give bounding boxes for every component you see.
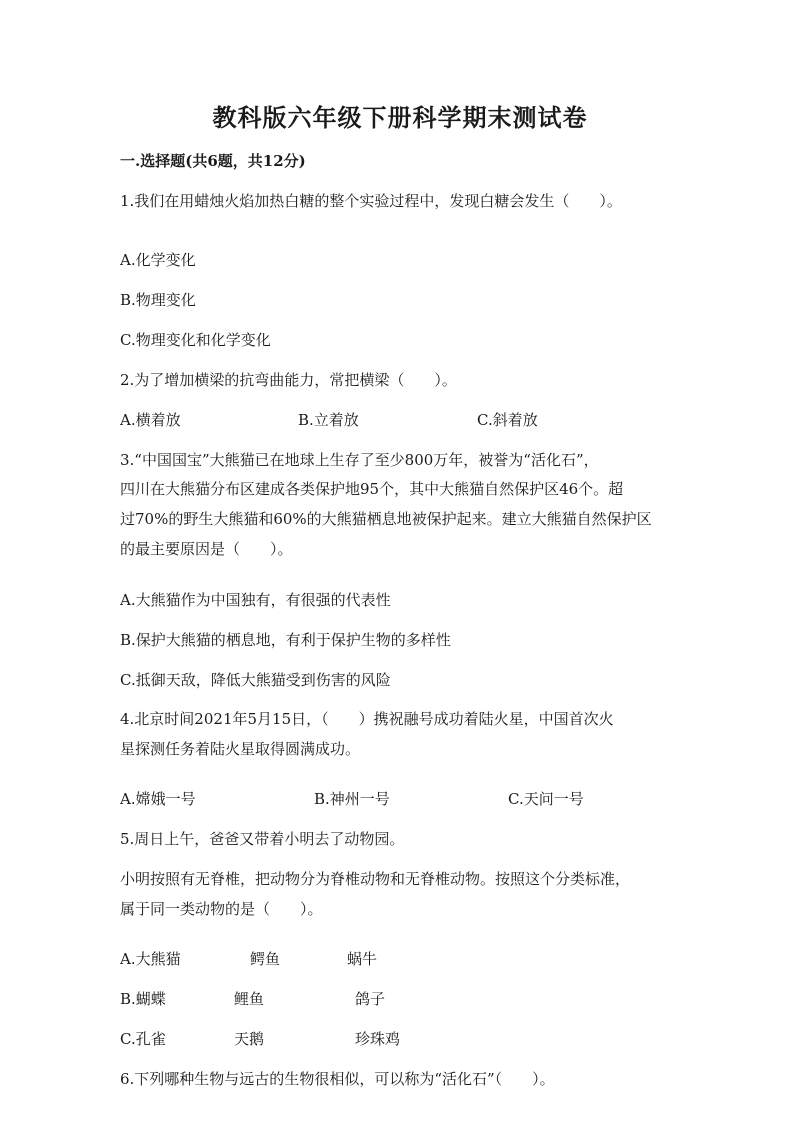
question-4-stem-line-2: 星探测任务着陆火星取得圆满成功。 — [120, 740, 361, 758]
question-5-intro-line-1: 小明按照有无脊椎，把动物分为脊椎动物和无脊椎动物。按照这个分类标准， — [120, 870, 631, 888]
question-3-option-b[interactable]: B.保护大熊猫的栖息地，有利于保护生物的多样性 — [120, 631, 451, 649]
question-2-option-c[interactable]: C.斜着放 — [477, 411, 538, 429]
question-1-option-c[interactable]: C.物理变化和化学变化 — [120, 331, 271, 349]
section-heading: 一.选择题(共6题，共12分) — [120, 152, 306, 170]
question-1-stem: 1.我们在用蜡烛火焰加热白糖的整个实验过程中，发现白糖会发生（ ）。 — [120, 192, 622, 210]
question-5-option-b[interactable]: B.蝴蝶 — [120, 990, 166, 1008]
question-3-stem-line-1: 3.“中国国宝”大熊猫已在地球上生存了至少800万年，被誉为“活化石”， — [120, 451, 599, 469]
question-6-stem: 6.下列哪种生物与远古的生物很相似，可以称为“活化石”（ ）。 — [120, 1070, 555, 1088]
question-2-option-a[interactable]: A.横着放 — [120, 411, 181, 429]
question-5-option-c[interactable]: C.孔雀 — [120, 1030, 166, 1048]
question-5-stem: 5.周日上午，爸爸又带着小明去了动物园。 — [120, 830, 405, 848]
question-2-stem: 2.为了增加横梁的抗弯曲能力，常把横梁（ ）。 — [120, 371, 457, 389]
question-1-option-b[interactable]: B.物理变化 — [120, 291, 196, 309]
question-4-option-c[interactable]: C.天问一号 — [508, 790, 584, 808]
question-5-option-a[interactable]: A.大熊猫 — [120, 950, 181, 968]
question-5-option-b-item-2: 鸽子 — [355, 990, 386, 1008]
question-5-option-b-item-1: 鲤鱼 — [234, 990, 265, 1008]
question-5-option-a-item-2: 蜗牛 — [347, 950, 378, 968]
question-3-option-c[interactable]: C.抵御天敌，降低大熊猫受到伤害的风险 — [120, 671, 391, 689]
question-5-intro-line-2: 属于同一类动物的是（ ）。 — [120, 900, 323, 918]
question-4-option-a[interactable]: A.嫦娥一号 — [120, 790, 196, 808]
question-5-option-c-item-2: 珍珠鸡 — [355, 1030, 401, 1048]
question-4-option-b[interactable]: B.神州一号 — [314, 790, 390, 808]
question-3-option-a[interactable]: A.大熊猫作为中国独有，有很强的代表性 — [120, 591, 391, 609]
question-4-stem-line-1: 4.北京时间2021年5月15日，（ ）携祝融号成功着陆火星，中国首次火 — [120, 710, 614, 728]
page-title: 教科版六年级下册科学期末测试卷 — [212, 103, 588, 132]
question-1-option-a[interactable]: A.化学变化 — [120, 251, 196, 269]
question-5-option-a-item-1: 鳄鱼 — [250, 950, 281, 968]
question-2-option-b[interactable]: B.立着放 — [298, 411, 359, 429]
question-3-stem-line-4: 的最主要原因是（ ）。 — [120, 540, 293, 558]
question-3-stem-line-3: 过70%的野生大熊猫和60%的大熊猫栖息地被保护起来。建立大熊猫自然保护区 — [120, 510, 652, 528]
question-3-stem-line-2: 四川在大熊猫分布区建成各类保护地95个，其中大熊猫自然保护区46个。超 — [120, 480, 624, 498]
question-5-option-c-item-1: 天鹅 — [234, 1030, 265, 1048]
